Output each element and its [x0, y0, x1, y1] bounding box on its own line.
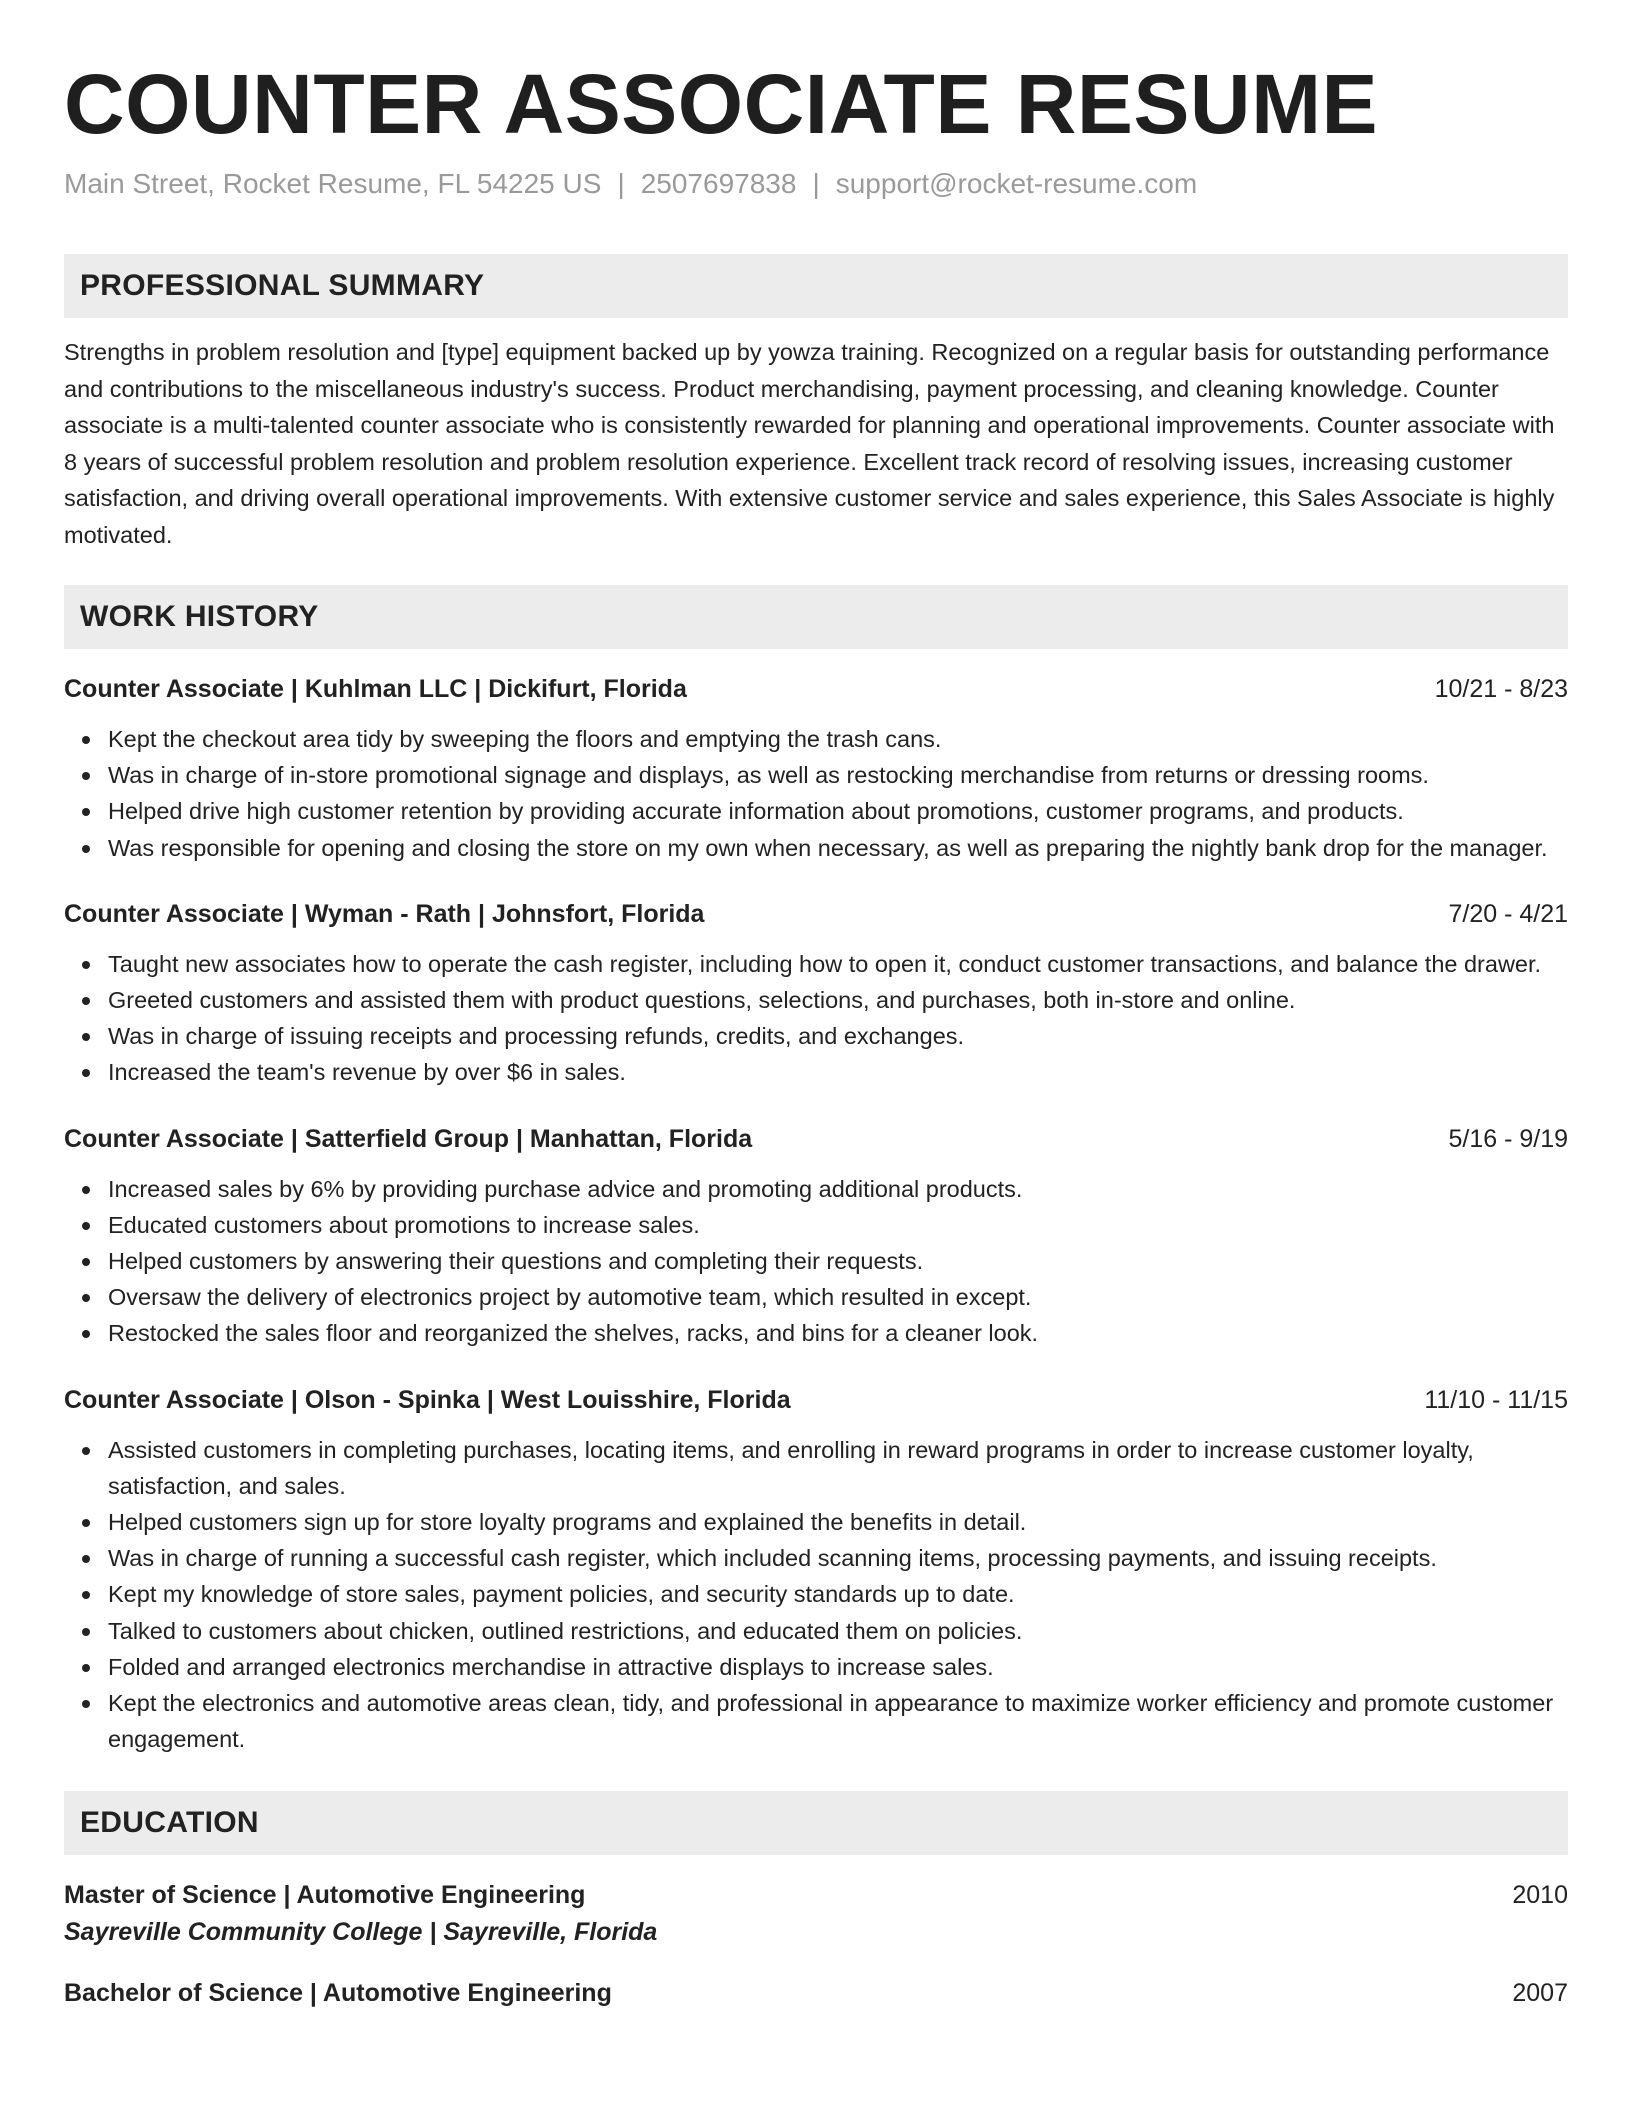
job-bullet: Helped customers sign up for store loyalty programs and explained the benefits in detail. — [108, 1504, 1568, 1540]
job-title: Counter Associate | Satterfield Group | Manhattan, Florida — [64, 1124, 753, 1153]
job-bullet: Helped drive high customer retention by providing accurate information about promotions, customer programs, and products. — [108, 793, 1568, 829]
job-header — [64, 671, 1568, 707]
education-header — [64, 1877, 1568, 1913]
job-entry — [64, 1382, 1568, 1758]
job-bullet: Helped customers by answering their questions and completing their requests. — [108, 1243, 1568, 1279]
education-year: 2007 — [1512, 1979, 1568, 2008]
job-dates: 10/21 - 8/23 — [1434, 675, 1568, 703]
job-bullet: Kept the checkout area tidy by sweeping the floors and emptying the trash cans. — [108, 721, 1568, 757]
job-bullet: Increased the team's revenue by over $6 in sales. — [108, 1054, 1568, 1090]
summary-text: Strengths in problem resolution and [type] equipment backed up by yowza training. Recognized on a regular basis for outstanding performance and contributions to the miscellaneous industry's success. Product merchandising, payment processing, and cleaning knowledge. Counter associate is a multi-talented counter associate who is consistently rewarded for planning and operational improvements. Counter associate with 8 years of successful problem resolution and problem resolution experience. Excellent track record of resolving issues, increasing customer satisfaction, and driving overall operational improvements. With extensive customer service and sales experience, this Sales Associate is highly motivated. — [64, 339, 1555, 548]
contact-separator: | — [812, 168, 820, 199]
job-bullet: Restocked the sales floor and reorganized the shelves, racks, and bins for a cleaner look. — [108, 1315, 1568, 1351]
section-header-education: EDUCATION — [64, 1791, 1568, 1855]
job-dates: 11/10 - 11/15 — [1424, 1385, 1568, 1414]
job-dates: 5/16 - 9/19 — [1448, 1124, 1568, 1153]
contact-separator: | — [617, 168, 625, 199]
job-bullets — [64, 721, 1568, 866]
job-title: Counter Associate | Kuhlman LLC | Dickifurt, Florida — [64, 675, 687, 703]
job-header — [64, 1121, 1568, 1157]
contact-phone: 2507697838 — [640, 168, 797, 199]
job-bullet: Was responsible for opening and closing the store on my own when necessary, as well as preparing the nightly bank drop for the manager. — [108, 830, 1568, 866]
contact-address: Main Street, Rocket Resume, FL 54225 US — [64, 168, 602, 199]
job-bullets — [64, 1432, 1568, 1758]
job-bullet: Educated customers about promotions to increase sales. — [108, 1207, 1568, 1243]
education-degree: Master of Science | Automotive Engineering — [64, 1881, 586, 1910]
job-bullet: Was in charge of issuing receipts and processing refunds, credits, and exchanges. — [108, 1018, 1568, 1054]
job-header — [64, 1382, 1568, 1418]
education-degree: Bachelor of Science | Automotive Engineering — [64, 1979, 612, 2008]
job-bullet: Kept the electronics and automotive areas clean, tidy, and professional in appearance to maximize worker efficiency and promote customer engagement. — [108, 1685, 1568, 1757]
job-dates: 7/20 - 4/21 — [1448, 899, 1568, 928]
job-title: Counter Associate | Wyman - Rath | Johnsfort, Florida — [64, 899, 705, 928]
job-bullet: Taught new associates how to operate the cash register, including how to open it, conduct customer transactions, and balance the drawer. — [108, 946, 1568, 982]
job-header — [64, 896, 1568, 932]
job-entry — [64, 671, 1568, 866]
job-entry — [64, 1121, 1568, 1352]
education-school: Sayreville Community College | Sayreville, Florida — [64, 1918, 658, 1947]
job-bullet: Folded and arranged electronics merchandise in attractive displays to increase sales. — [108, 1649, 1568, 1685]
resume-title: COUNTER ASSOCIATE RESUME — [64, 57, 1379, 151]
section-header-summary: PROFESSIONAL SUMMARY — [64, 254, 1568, 318]
job-bullet: Increased sales by 6% by providing purchase advice and promoting additional products. — [108, 1171, 1568, 1207]
job-bullet: Was in charge of running a successful cash register, which included scanning items, processing payments, and issuing receipts. — [108, 1540, 1568, 1576]
education-header — [64, 1975, 1568, 2011]
job-bullet: Kept my knowledge of store sales, payment policies, and security standards up to date. — [108, 1576, 1568, 1612]
job-bullets — [64, 1171, 1568, 1352]
contact-email: support@rocket-resume.com — [835, 168, 1198, 199]
job-bullets — [64, 946, 1568, 1091]
job-bullet: Assisted customers in completing purchases, locating items, and enrolling in reward programs in order to increase customer loyalty, satisfaction, and sales. — [108, 1432, 1568, 1504]
education-entry — [64, 1877, 1568, 1951]
job-bullet: Talked to customers about chicken, outlined restrictions, and educated them on policies. — [108, 1613, 1568, 1649]
education-year: 2010 — [1512, 1881, 1568, 1910]
education-entry — [64, 1975, 1568, 2011]
job-bullet: Greeted customers and assisted them with product questions, selections, and purchases, both in-store and online. — [108, 982, 1568, 1018]
section-header-work-history: WORK HISTORY — [64, 585, 1568, 649]
contact-line — [64, 166, 1568, 202]
job-entry — [64, 896, 1568, 1091]
job-title: Counter Associate | Olson - Spinka | West Louisshire, Florida — [64, 1385, 791, 1414]
job-bullet: Oversaw the delivery of electronics project by automotive team, which resulted in except. — [108, 1279, 1568, 1315]
job-bullet: Was in charge of in-store promotional signage and displays, as well as restocking merchandise from returns or dressing rooms. — [108, 757, 1568, 793]
